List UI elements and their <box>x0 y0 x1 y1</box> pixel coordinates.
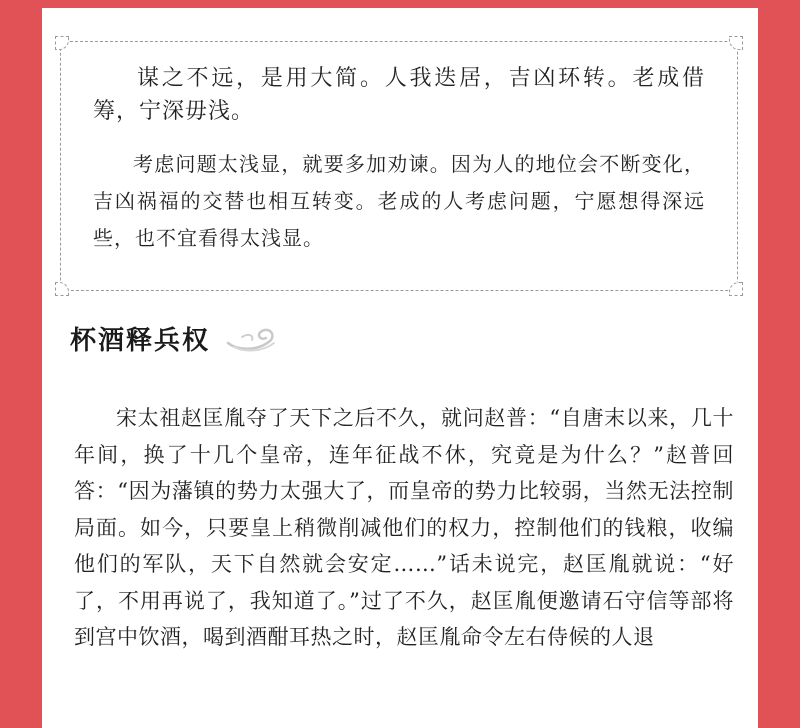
quote-modern-text: 考虑问题太浅显，就要多加劝谏。因为人的地位会不断变化，吉凶祸福的交替也相互转变。老成的人考虑问题，宁愿想得深远些，也不宜看得太浅显。 <box>93 152 705 250</box>
quote-classic-text: 谋之不远，是用大简。人我迭居，吉凶环转。老成借筹，宁深毋浅。 <box>93 66 705 124</box>
page <box>42 8 758 728</box>
corner-decoration <box>55 282 69 296</box>
corner-decoration <box>729 282 743 296</box>
corner-decoration <box>729 36 743 50</box>
corner-decoration <box>55 36 69 50</box>
section-title: 杯酒释兵权 <box>70 325 211 356</box>
quote-box <box>60 41 738 291</box>
body-paragraph: 宋太祖赵匡胤夺了天下之后不久，就问赵普：“自唐末以来，几十年间，换了十几个皇帝，连年征战不休，究竟是为什么？”赵普回答：“因为藩镇的势力太强大了，而皇帝的势力比较弱，当然无法控制局面。如今，只要皇上稍微削减他们的权力，控制他们的钱粮，收编他们的军队，天下自然就会安定……”话未说完，赵匡胤就说：“好了，不用再说了，我知道了。”过了不久，赵匡胤便邀请石守信等部将到宫中饮酒，喝到酒酣耳热之时，赵匡胤命令左右侍候的人退 <box>74 406 734 649</box>
section-heading <box>70 318 280 358</box>
swirl-cloud-icon <box>224 323 280 353</box>
